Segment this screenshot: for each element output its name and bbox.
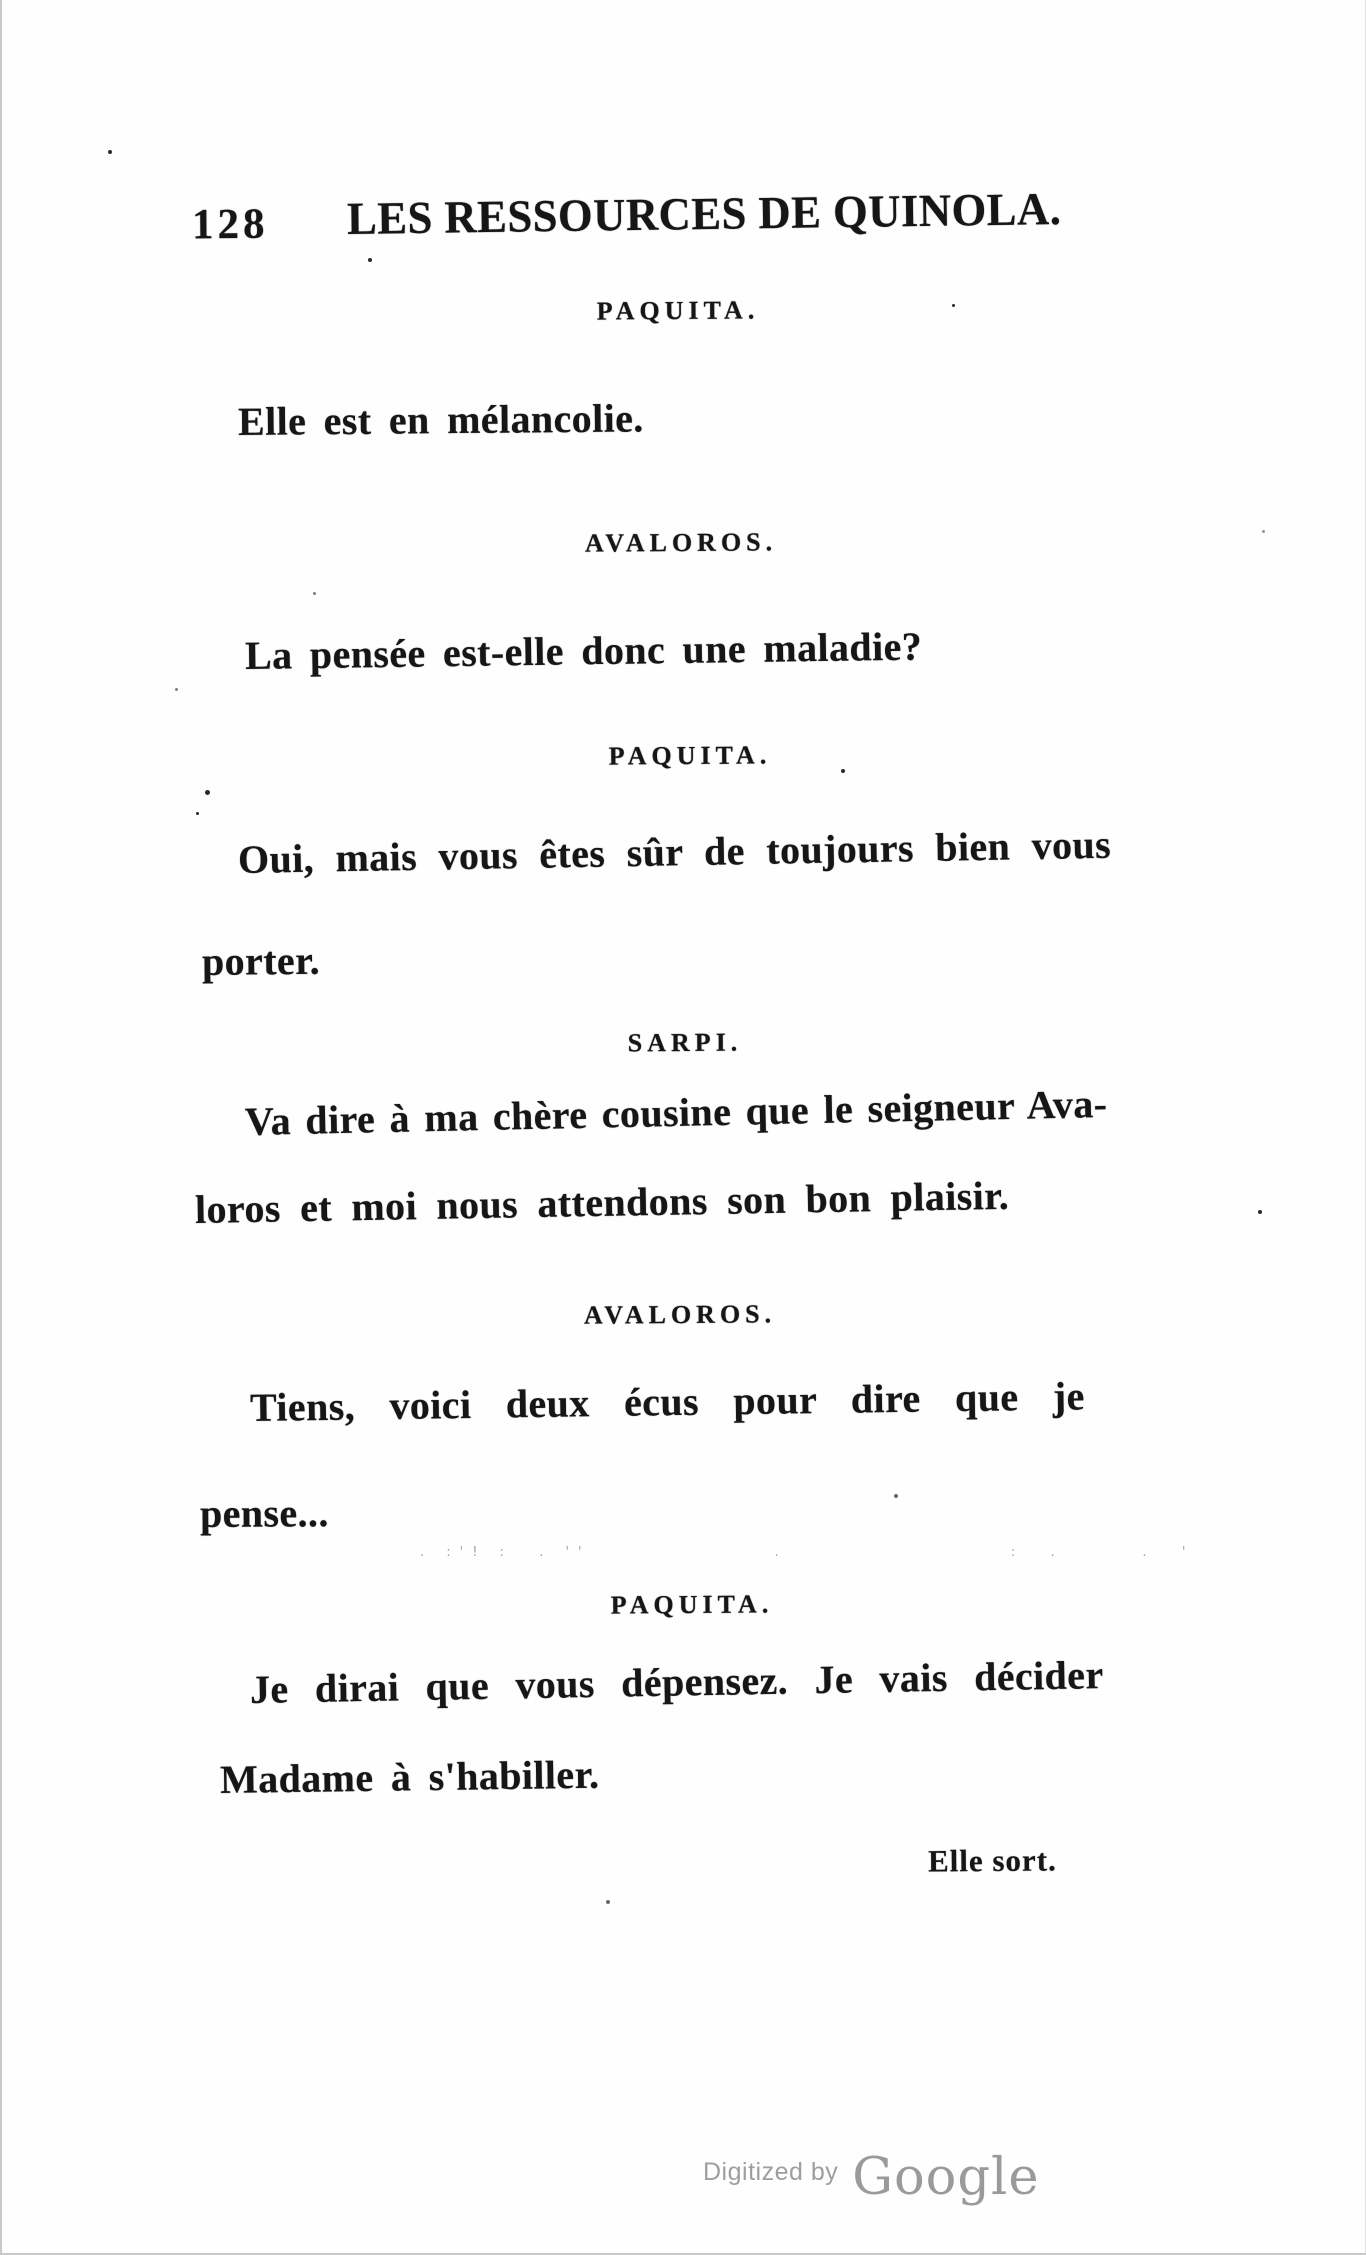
- dust-speck: [196, 812, 199, 815]
- page-edge-left: [0, 0, 2, 2255]
- speaker-heading: PAQUITA.: [610, 1589, 774, 1620]
- dust-speck: [313, 592, 316, 595]
- dust-speck: [841, 769, 845, 773]
- dialogue-line: Va dire à ma chère cousine que le seigneur Ava-: [244, 1080, 1108, 1144]
- dialogue-line: Tiens, voici deux écus pour dire que je: [249, 1373, 1086, 1430]
- dust-speck: [894, 1494, 898, 1498]
- dialogue-line: loros et moi nous attendons son bon plaisir.: [194, 1172, 1010, 1232]
- dialogue-line: Elle est en mélancolie.: [237, 395, 644, 444]
- dust-speck: [1262, 530, 1265, 533]
- footer: [703, 2148, 1040, 2207]
- dust-speck: [1258, 1210, 1262, 1214]
- speaker-heading: AVALOROS.: [583, 1299, 777, 1330]
- dust-speck: [108, 150, 112, 154]
- running-title: LES RESSOURCES DE QUINOLA.: [346, 183, 1062, 244]
- page-number: 128: [191, 200, 269, 249]
- scan-noise: . :'! : . '' . : . . ': [420, 1545, 1195, 1560]
- digitized-by-label: Digitized by: [703, 2158, 839, 2186]
- dialogue-line: Oui, mais vous êtes sûr de toujours bien vous: [237, 821, 1112, 882]
- speaker-heading: PAQUITA.: [596, 295, 760, 326]
- speaker-heading: SARPI.: [627, 1027, 743, 1058]
- dialogue-line: La pensée est-elle donc une maladie?: [244, 623, 923, 678]
- dialogue-line: Madame à s'habiller.: [219, 1751, 600, 1802]
- dust-speck: [205, 790, 210, 795]
- dust-speck: [175, 688, 178, 691]
- dialogue-line: pense...: [199, 1490, 329, 1536]
- stage-direction: Elle sort.: [927, 1842, 1057, 1879]
- dust-speck: [368, 258, 372, 262]
- speaker-heading: PAQUITA.: [608, 740, 772, 771]
- speaker-heading: AVALOROS.: [584, 527, 778, 558]
- google-logo: Google: [852, 2148, 1040, 2207]
- dust-speck: [952, 304, 955, 307]
- dialogue-line: porter.: [201, 937, 321, 984]
- dialogue-line: Je dirai que vous dépensez. Je vais décider: [249, 1652, 1104, 1712]
- dust-speck: [606, 1900, 610, 1904]
